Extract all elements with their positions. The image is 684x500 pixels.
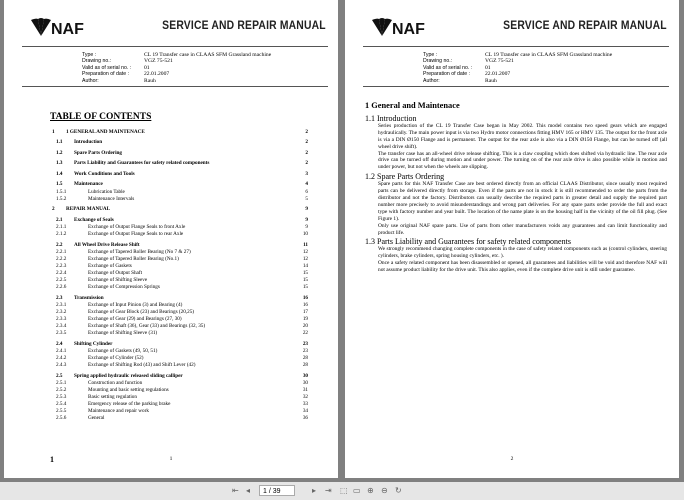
toc-entry[interactable]	[50, 408, 308, 415]
toc-title: Transmission	[74, 294, 104, 301]
toc-entry[interactable]	[50, 231, 308, 238]
toc-page: 32	[302, 394, 308, 400]
toc-title: Exchange of Output Flange Seals to front Axle	[88, 223, 186, 230]
paragraph: Spare parts for this NAF Transfer Case are best ordered directly from an official CLAAS Distributor, since usually most required parts can be delivered directly from storage. Even if the parts are not in stock it is still recommended to order the parts from the distributor and not the factory. Distributors can usually describe the required parts in greater detail and supply the required part number more precisely to avoid misunderstandings and wrong part deliveries. For any spare parts order provide the full and exact type with factory number and year built. The location of the name plate is on the housing half in the vicinity of the oil fill plug. (See Figure 1).	[378, 181, 667, 222]
logo-text: NAF	[392, 21, 425, 38]
toc-entry[interactable]	[50, 362, 308, 369]
last-page-icon[interactable]: ⇥	[325, 486, 332, 495]
toc-title: Exchange of Shifting Sleeve	[88, 277, 148, 284]
toc-number: 2.3.5	[56, 330, 67, 337]
paragraph: Only use original NAF spare parts. Use of parts from other manufacturers voids any guarantees and can limit functionality and product life.	[378, 222, 667, 236]
meta-divider	[363, 86, 669, 87]
toc-page: 15	[302, 277, 308, 284]
toc-entry[interactable]	[50, 380, 308, 387]
prev-page-icon[interactable]: ◂	[246, 486, 251, 495]
toc-title: Construction and function	[88, 379, 143, 386]
toc-title: Exchange of Tapered Roller Bearing (No 7 & 27)	[88, 248, 191, 255]
toc-title: Exchange of Output Shaft	[88, 270, 143, 276]
toc-page: 12	[302, 248, 308, 255]
meta-row: Valid as of serial no. : 01	[82, 64, 150, 71]
toc-title: Exchange of Shaft (36), Gear (33) and Bearings (32, 35)	[88, 323, 206, 330]
document-meta	[423, 52, 612, 84]
toc-page: 23	[302, 340, 308, 347]
meta-row: Drawing no.: VGZ 75-521	[82, 58, 173, 65]
zoom-out-icon[interactable]: ⊖	[381, 486, 388, 495]
toc-title: Exchange of Gaskets (49, 50, 51)	[88, 347, 158, 354]
toc-number: 1.5	[56, 181, 63, 188]
toc-number: 2.2.2	[56, 255, 67, 262]
toc-page: 3	[305, 170, 308, 177]
toc-entry[interactable]	[50, 256, 308, 263]
toc-title: Emergency release of the parking brake	[88, 401, 171, 408]
toc-number: 2.1.2	[56, 231, 67, 238]
toc-number: 2.2.4	[56, 270, 67, 276]
toc-title: Spring applied hydraulic released sliding calliper	[74, 372, 183, 379]
toc-number: 2.5.5	[56, 408, 67, 415]
toc-page: 33	[302, 401, 308, 408]
manual-title: SERVICE AND REPAIR MANUAL	[162, 20, 326, 32]
toc-entry[interactable]	[50, 206, 308, 213]
toc-title: 1 GENERAL AND MAINTENACE	[66, 128, 145, 135]
toc-title: Exchange of Gear (29) and Bearings (27, 30)	[88, 316, 182, 323]
toc-page: 34	[302, 408, 308, 415]
toc-title: Maintenance	[74, 181, 103, 188]
toc-title: Lubrication Table	[88, 188, 125, 195]
toc-page: 5	[305, 195, 308, 202]
toc-entry[interactable]	[50, 181, 308, 188]
toc-entry[interactable]	[50, 401, 308, 408]
meta-row: Type : CL 19 Transfer case in CLAAS SFM Grassland machine	[82, 52, 272, 58]
toc-page: 6	[305, 188, 308, 195]
naf-fan-icon	[30, 16, 52, 38]
toc-title: Maintenance Intervals	[88, 195, 135, 202]
toc-title: Shifting Cylinder	[74, 340, 113, 347]
manual-title: SERVICE AND REPAIR MANUAL	[503, 20, 667, 32]
page-number: 2	[510, 456, 514, 462]
naf-logo	[371, 16, 431, 42]
toc-title: Maintenance and repair work	[88, 408, 149, 415]
toc-page: 28	[302, 355, 308, 362]
toc-page: 17	[302, 308, 308, 315]
toc-number: 2.3	[56, 294, 63, 301]
toc-entry[interactable]	[50, 249, 308, 256]
pdf-page-2	[345, 0, 679, 478]
toc-number: 2.1.1	[56, 223, 67, 230]
toc-entry[interactable]	[50, 160, 308, 167]
toc-page: 9	[305, 206, 308, 213]
chapter-body	[365, 115, 667, 274]
toc-entry[interactable]	[50, 330, 308, 337]
toc-entry[interactable]	[50, 341, 308, 348]
paragraph: We strongly recommend changing complete components in the case of safety related components such as (control cylinders, steering cylinders, brake cylinders, spring housing cylinders, etc. ).	[378, 246, 667, 260]
toc-entry[interactable]	[50, 224, 308, 231]
viewer-toolbar	[0, 482, 684, 500]
toc-title: Work Conditions and Tools	[74, 170, 135, 177]
paragraph: Once a safety related component has been disassembled or opened, all guarantees and liabilities will be void and therefore NAF will not assume product liability for the drive unit. This also applies, even if the complete drive unit is still under guarantee.	[378, 260, 667, 274]
chapter-marker: 1	[50, 455, 54, 464]
toc-entry[interactable]	[50, 150, 308, 157]
toc-number: 2.5.3	[56, 394, 67, 400]
toc-page: 12	[302, 255, 308, 262]
next-page-icon[interactable]: ▸	[312, 486, 317, 495]
naf-logo	[30, 16, 90, 42]
toc-number: 2.2	[56, 241, 63, 248]
toc-number: 2.3.4	[56, 323, 67, 330]
toc-entry[interactable]	[50, 242, 308, 249]
toc-title: Basic setting regulation	[88, 394, 137, 400]
logo-text: NAF	[51, 21, 84, 38]
toc-entry[interactable]	[50, 171, 308, 178]
toc-page: 31	[302, 386, 308, 393]
toc-number: 2.1	[56, 216, 63, 223]
toc-entry[interactable]	[50, 348, 308, 355]
meta-row: Preparation of date : 22.01.2007	[423, 71, 511, 78]
toc-number: 2.5.6	[56, 415, 67, 422]
section-heading: 1.3 Parts Liability and Guarantees for safety related components	[365, 237, 571, 247]
toc-number: 1.5.1	[56, 188, 67, 195]
toc-title: Exchange of Input Pinion (3) and Bearing (4)	[88, 301, 183, 308]
toc-title: Introduction	[74, 139, 103, 146]
fit-width-icon[interactable]: ⬚	[340, 486, 348, 495]
meta-row: Preparation of date : 22.01.2007	[82, 71, 170, 78]
toc-title: REPAIR MANUAL	[66, 206, 111, 213]
toc-page: 22	[302, 330, 308, 337]
rotate-icon[interactable]: ↻	[395, 486, 402, 495]
toc-title: Exchange of Tapered Roller Bearing (No.1)	[88, 255, 179, 262]
toc-entry[interactable]	[50, 217, 308, 224]
toc-entry[interactable]	[50, 189, 308, 196]
section-heading: 1.2 Spare Parts Ordering	[365, 172, 445, 182]
toc-page: 2	[305, 160, 308, 167]
paragraph: Series production of the CL 19 Transfer Case began in May 2002. This model contains two speed gears which are engaged hydraulically. The main power input is via two Hydro motor connections fitting HMV 165 or HMV 135. The output for the front axle is via a DIN Ø150 Flange and is permanent. The output for the rear axle is also via a DIN Ø150 Flange, but can be turned off (all wheel drive shift).	[378, 122, 667, 150]
toc-page: 20	[302, 323, 308, 330]
toc-number: 2.2.5	[56, 277, 67, 284]
toc-entry[interactable]	[50, 309, 308, 316]
toc-title: Exchange of Cylinder (52)	[88, 355, 144, 362]
toc-number: 1.1	[56, 139, 63, 146]
toc-number: 2.3.1	[56, 301, 67, 308]
toc-entry[interactable]	[50, 139, 308, 146]
meta-row: Type : CL 19 Transfer case in CLAAS SFM Grassland machine	[423, 52, 613, 58]
header-divider	[22, 46, 328, 47]
toc-number: 1.2	[56, 149, 63, 156]
chapter-heading: 1 General and Maintenace	[365, 101, 460, 110]
toc-page: 14	[302, 262, 308, 269]
toc-number: 2	[52, 206, 55, 213]
toc-page: 16	[302, 294, 308, 301]
toc-number: 2.3.3	[56, 316, 67, 323]
toc-page: 30	[302, 372, 308, 379]
toc-title: Spare Parts Ordering	[74, 149, 123, 156]
pdf-page-1	[4, 0, 338, 478]
toc-number: 1	[52, 128, 55, 135]
toc-title: Parts Liability and Guarantees for safety related components	[74, 160, 210, 167]
toc-title: Exchange of Compression Springs	[88, 284, 160, 291]
toc-page: 36	[302, 415, 308, 422]
toc-number: 2.4.1	[56, 347, 67, 354]
toc-page: 30	[302, 379, 308, 386]
toc-page: 15	[302, 270, 308, 276]
toc-title: General	[88, 415, 105, 422]
header-divider	[363, 46, 669, 47]
toc-page: 19	[302, 316, 308, 323]
toc-entry[interactable]	[50, 129, 308, 136]
toc-number: 2.2.3	[56, 262, 67, 269]
toc-page: 23	[302, 347, 308, 354]
toc-title: Exchange of Gaskets	[88, 262, 132, 269]
toc-page: 9	[305, 216, 308, 223]
toc-number: 2.3.2	[56, 308, 67, 315]
zoom-in-icon[interactable]: ⊕	[367, 486, 374, 495]
toc-title: All Wheel Drive Release Shift	[74, 241, 140, 248]
paragraph: The transfer case has an all-wheel drive release shifting. This is a claw coupling which does shifted via hydraulic line. The rear axle drive can be turned off during motion and under power. The turning on of the rear axle drive is also possible while in motion and under power, but not when the wheels are slipping.	[378, 150, 667, 171]
toc-number: 2.5.2	[56, 386, 67, 393]
toc-entry[interactable]	[50, 295, 308, 302]
toc-number: 2.4.2	[56, 355, 67, 362]
toc-entry[interactable]	[50, 284, 308, 291]
toc-entry[interactable]	[50, 263, 308, 270]
toc-title: Exchange of Gear Block (23) and Bearings (20,25)	[88, 308, 195, 315]
toc-title: Exchange of Shifting Rod (43) and Shift Lever (42)	[88, 362, 196, 369]
toc-page: 15	[302, 284, 308, 291]
toc-number: 1.3	[56, 160, 63, 167]
toc-number: 1.5.2	[56, 195, 67, 202]
table-of-contents	[50, 125, 308, 422]
page-input[interactable]: 1 / 39	[259, 485, 295, 496]
meta-row: Valid as of serial no. : 01	[423, 64, 491, 71]
toc-title: Mounting and basic setting regulations	[88, 386, 169, 393]
toc-entry[interactable]	[50, 196, 308, 203]
toc-page: 16	[302, 301, 308, 308]
meta-divider	[22, 86, 328, 87]
toc-page: 2	[305, 149, 308, 156]
naf-fan-icon	[371, 16, 393, 38]
section-heading: 1.1 Introduction	[365, 114, 417, 123]
toc-entry[interactable]	[50, 415, 308, 422]
toc-number: 2.5.4	[56, 401, 67, 408]
toc-title: Exchange of Shifting Sleeve (31)	[88, 330, 158, 337]
toc-page: 2	[305, 128, 308, 135]
toc-title: Exchange of Output Flange Seals to rear Axle	[88, 231, 184, 238]
toc-page: 10	[302, 231, 308, 238]
toc-entry[interactable]	[50, 387, 308, 394]
meta-row: Drawing no.: VGZ 75-521	[423, 58, 514, 65]
toc-page: 9	[305, 223, 308, 230]
meta-row: Author: Rauh	[82, 77, 156, 84]
page-number: 1	[169, 456, 173, 462]
toc-page: 4	[305, 181, 308, 188]
toc-number: 1.4	[56, 170, 63, 177]
toc-page: 2	[305, 139, 308, 146]
first-page-icon[interactable]: ⇤	[232, 486, 239, 495]
fit-page-icon[interactable]: ▭	[353, 486, 361, 495]
toc-page: 28	[302, 362, 308, 369]
meta-row: Author: Rauh	[423, 77, 497, 84]
toc-number: 2.4.3	[56, 362, 67, 369]
toc-number: 2.4	[56, 340, 63, 347]
toc-number: 2.5	[56, 372, 63, 379]
toc-number: 2.2.6	[56, 284, 67, 291]
toc-entry[interactable]	[50, 302, 308, 309]
toc-number: 2.5.1	[56, 379, 67, 386]
toc-number: 2.2.1	[56, 248, 67, 255]
toc-page: 11	[303, 241, 308, 248]
document-meta	[82, 52, 271, 84]
toc-entry[interactable]	[50, 373, 308, 380]
toc-title: Exchange of Seals	[74, 216, 114, 223]
toc-title: TABLE OF CONTENTS	[50, 112, 152, 122]
